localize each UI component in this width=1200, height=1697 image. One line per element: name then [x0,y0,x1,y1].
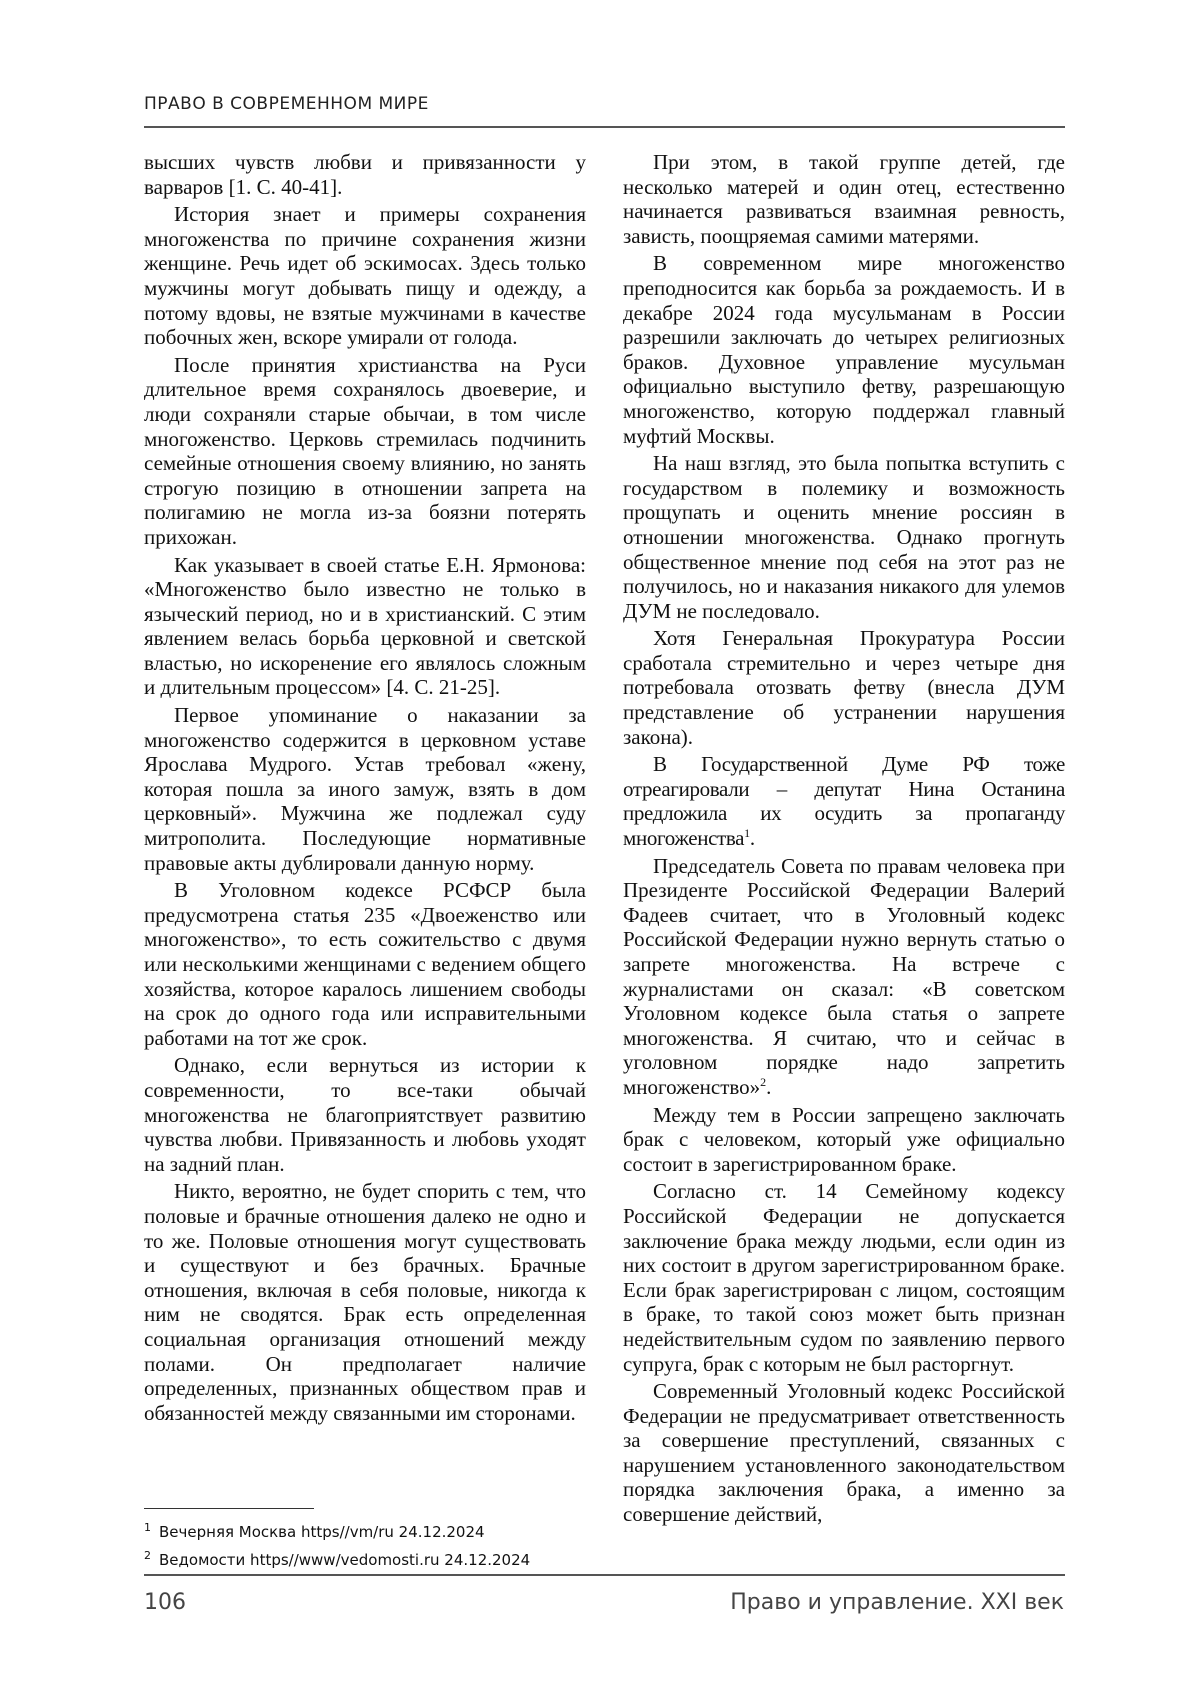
paragraph: После принятия христианства на Руси длительное время сохранялось двоеверие, и люди сохраняли старые обычаи, в том числе многоженство. Церковь стремилась подчинить семейные отношения своему влиянию, но занять строгую позицию в отношении запрета на полигамию не могла из-за боязни потерять прихожан. [144,352,586,549]
footnote-number: 2 [144,1549,151,1562]
paragraph: Первое упоминание о наказании за многоженство содержится в церковном уставе Ярослава Мудрого. Устав требовал «жену, которая пошла за иного замуж, взять в дом церковный». Мужчина же подлежал суду митрополита. Последующие нормативные правовые акты дублировали данную норму. [144,703,586,875]
running-head: ПРАВО В СОВРЕМЕННОМ МИРЕ [144,94,429,114]
paragraph: Никто, вероятно, не будет спорить с тем, что половые и брачные отношения далеко не одно и то же. Половые отношения могут существовать и существуют и без брачных. Брачные отношения, включая в себя половые, никогда к ним не сводятся. Брак есть определенная социальная организация отношений между полами. Он предполагает наличие определенных, признанных обществом прав и обязанностей между связанными им сторонами. [144,1179,586,1425]
paragraph: Как указывает в своей статье Е.Н. Ярмонова: «Многоженство было известно не только в языческий период, но и в христианский. С этим явлением велась борьба церковной и светской властью, но искоренение его являлось сложным и длительным процессом» [4. С. 21-25]. [144,552,586,700]
journal-name: Право и управление. XXI век [730,1590,1064,1615]
footnote-text: Вечерняя Москва https//vm/ru 24.12.2024 [159,1523,485,1541]
paragraph: В современном мире многоженство преподносится как борьба за рождаемость. И в декабре 2024 года мусульманам в России разрешили заключать до четырех религиозных браков. Духовное управление мусульман официально выступило фетву, разрешающую многоженство, которую поддержал главный муфтий Москвы. [623,251,1065,448]
footnotes [144,1516,744,1572]
right-column [623,150,1065,1530]
paragraph: Согласно ст. 14 Семейному кодексу Российской Федерации не допускается заключение брака между людьми, если один из них состоит в другом зарегистрированном браке. Если брак зарегистрирован с лицом, состоящим в браке, то такой союз может быть признан недействительным судом по заявлению первого супруга, брак с которым не был расторгнут. [623,1179,1065,1376]
left-column [144,150,586,1428]
footnote-ref-2[interactable]: 2 [760,1074,767,1089]
paragraph: Хотя Генеральная Прокуратура России сработала стремительно и через четыре дня потребовала отозвать фетву (внесла ДУМ представление об устранении нарушения закона). [623,626,1065,749]
footnote-item [144,1544,744,1572]
page-number: 106 [144,1590,186,1615]
footnote-item [144,1516,744,1544]
paragraph-text: Председатель Совета по правам человека при Президенте Российской Федерации Валерий Фадеев считает, что в Уголовный кодекс Российской Федерации нужно вернуть статью о запрете многоженства. На встрече с журналистами он сказал: «В советском Уголовном кодексе была статья о запрете многоженства. Я считаю, что и сейчас в уголовном порядке надо запретить многоженство» [623,853,1065,1099]
paragraph-end: . [766,1074,772,1099]
paragraph: Между тем в России запрещено заключать брак с человеком, который уже официально состоит в зарегистрированном браке. [623,1102,1065,1176]
paragraph-text: В Государственной Думе РФ тоже отреагировали – депутат Нина Останина предложила их осудить за пропаганду многоженства [623,752,1065,851]
paragraph-end: . [749,826,755,851]
paragraph: История знает и примеры сохранения многоженства по причине сохранения жизни женщине. Речь идет об эскимосах. Здесь только мужчины могут добывать пищу и одежду, а потому вдовы, не взятые мужчинами в качестве побочных жен, вскоре умирали от голода. [144,202,586,350]
footnote-ref-1[interactable]: 1 [744,826,750,841]
paragraph: В Уголовном кодексе РСФСР была предусмотрена статья 235 «Двоеженство или многоженство», то есть сожительство с двумя или несколькими женщинами с ведением общего хозяйства, которое каралось лишением свободы на срок до одного года или исправительными работами на тот же срок. [144,878,586,1050]
paragraph: Однако, если вернуться из истории к современности, то все-таки обычай многоженства не благоприятствует развитию чувства любви. Привязанность и любовь уходят на задний план. [144,1053,586,1176]
footnote-number: 1 [144,1521,151,1534]
footnote-divider [144,1508,314,1509]
paragraph: При этом, в такой группе детей, где несколько матерей и один отец, естественно начинается развиваться взаимная ревность, зависть, поощряемая самими матерями. [623,150,1065,248]
paragraph [623,854,1065,1100]
paragraph: На наш взгляд, это была попытка вступить с государством в полемику и возможность прощупать и оценить мнение россиян в отношении многоженства. Однако прогнуть общественное мнение под себя на этот раз не получилось, но и наказания никакого для улемов ДУМ не последовало. [623,451,1065,623]
paragraph: Современный Уголовный кодекс Российской Федерации не предусматривает ответственность за совершение преступлений, связанных с нарушением установленного законодательством порядка заключения брака, а именно за совершение действий, [623,1379,1065,1527]
paragraph: высших чувств любви и привязанности у варваров [1. С. 40-41]. [144,150,586,199]
header-divider [144,126,1065,128]
footer-divider [144,1574,1065,1576]
footnote-text: Ведомости https//www/vedomosti.ru 24.12.2024 [159,1551,531,1569]
paragraph [623,752,1065,850]
